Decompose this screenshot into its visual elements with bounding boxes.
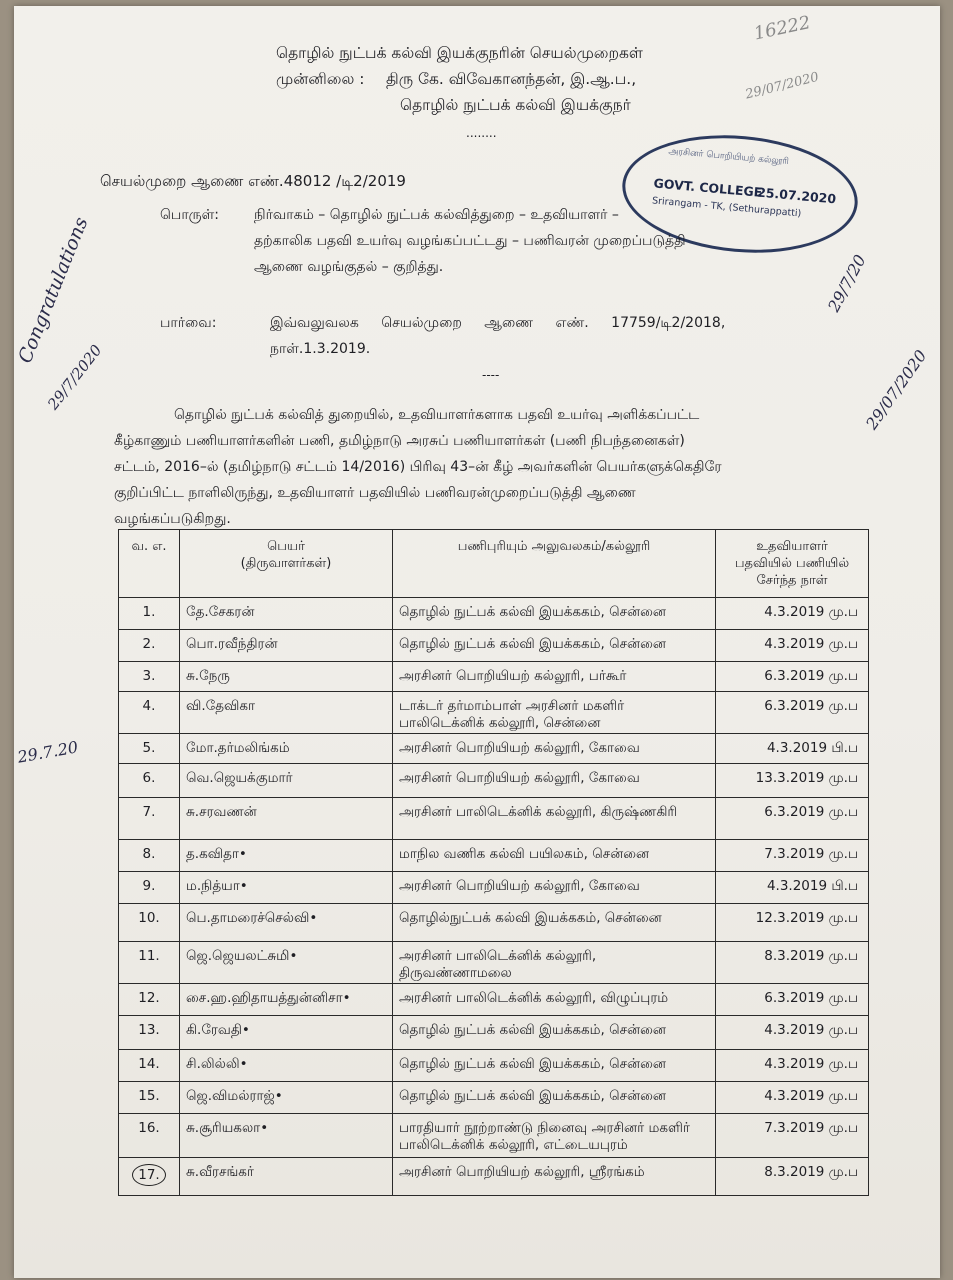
table-row: [119, 1050, 869, 1082]
paragraph-line1: தொழில் நுட்பக் கல்வித் துறையில், உதவியாளர்களாக பதவி உயர்வு அளிக்கப்பட்ட: [174, 407, 700, 423]
pencil-note-top2: 29/07/2020: [744, 69, 821, 103]
paragraph-line2: கீழ்காணும் பணியாளர்களின் பணி, தமிழ்நாடு அரசுப் பணியாளர்கள் (பணி நிபந்தனைகள்): [114, 433, 685, 449]
table-row: [119, 984, 869, 1016]
row-name: சு.சரவணன்: [180, 798, 393, 840]
row-name: ஜெ.ஜெயலட்சுமி•: [180, 942, 393, 984]
row-sno: 2.: [119, 630, 180, 662]
row-name: சு.நேரு: [180, 662, 393, 692]
order-number: செயல்முறை ஆணை எண்.48012 /டி2/2019: [100, 172, 406, 190]
table-row: [119, 630, 869, 662]
row-sno: 11.: [119, 942, 180, 984]
row-name: வெ.ஜெயக்குமார்: [180, 764, 393, 798]
row-join-date: 7.3.2019 மு.ப: [716, 840, 869, 872]
row-name: சு.வீரசங்கர்: [180, 1158, 393, 1196]
row-join-date: 4.3.2019 மு.ப: [716, 1082, 869, 1114]
reference-label: பார்வை:: [160, 315, 217, 331]
stamp-arc-text: அரசினர் பொறியியற் கல்லூரி: [667, 146, 790, 168]
handwritten-date-left: 29.7.20: [16, 737, 80, 767]
table-row: [119, 904, 869, 942]
row-office: தொழில் நுட்பக் கல்வி இயக்ககம், சென்னை: [393, 630, 716, 662]
row-sno: [119, 1158, 180, 1196]
row-sno: 5.: [119, 734, 180, 764]
row-office: அரசினர் பொறியியற் கல்லூரி, பர்கூர்: [393, 662, 716, 692]
row-sno: 10.: [119, 904, 180, 942]
row-office: தொழில்நுட்பக் கல்வி இயக்ககம், சென்னை: [393, 904, 716, 942]
row-office: அரசினர் பொறியியற் கல்லூரி, ஸ்ரீரங்கம்: [393, 1158, 716, 1196]
paragraph-line3: சட்டம், 2016–ல் (தமிழ்நாடு சட்டம் 14/2016) பிரிவு 43–ன் கீழ் அவர்களின் பெயர்களுக்கெதிரே: [114, 459, 722, 475]
row-office: அரசினர் பொறியியற் கல்லூரி, கோவை: [393, 734, 716, 764]
row-sno: 12.: [119, 984, 180, 1016]
row-name: ம.நித்யா•: [180, 872, 393, 904]
table-row: [119, 1158, 869, 1196]
row-sno: 14.: [119, 1050, 180, 1082]
paragraph-line5: வழங்கப்படுகிறது.: [114, 511, 231, 527]
row-office: அரசினர் பாலிடெக்னிக் கல்லூரி, திருவண்ணாமலை: [393, 942, 716, 984]
header-name: பெயர் (திருவாளர்கள்): [180, 530, 393, 598]
row-sno: 7.: [119, 798, 180, 840]
row-office: டாக்டர் தர்மாம்பாள் அரசினர் மகளிர் பாலிடெக்னிக் கல்லூரி, சென்னை: [393, 692, 716, 734]
table-row: [119, 840, 869, 872]
row-join-date: 6.3.2019 மு.ப: [716, 984, 869, 1016]
row-join-date: 7.3.2019 மு.ப: [716, 1114, 869, 1158]
row-join-date: 12.3.2019 மு.ப: [716, 904, 869, 942]
table-row: [119, 1016, 869, 1050]
row-join-date: 4.3.2019 மு.ப: [716, 630, 869, 662]
row-join-date: 13.3.2019 மு.ப: [716, 764, 869, 798]
table-header-row: [119, 530, 869, 598]
row-office: பாரதியார் நூற்றாண்டு நினைவு அரசினர் மகளிர் பாலிடெக்னிக் கல்லூரி, எட்டையபுரம்: [393, 1114, 716, 1158]
row-name: சி.லில்லி•: [180, 1050, 393, 1082]
reference-divider: ----: [482, 368, 500, 382]
reference-line2: நாள்.1.3.2019.: [270, 341, 371, 357]
table-row: [119, 734, 869, 764]
row-name: சு.சூரியகலா•: [180, 1114, 393, 1158]
subject-label: பொருள்:: [160, 207, 219, 223]
row-name: த.கவிதா•: [180, 840, 393, 872]
row-sno: 1.: [119, 598, 180, 630]
handwritten-congratulations: Congratulations: [14, 214, 93, 367]
row-name: ஜெ.விமல்ராஜ்•: [180, 1082, 393, 1114]
row-join-date: 8.3.2019 மு.ப: [716, 1158, 869, 1196]
row-office: அரசினர் பாலிடெக்னிக் கல்லூரி, விழுப்புரம்: [393, 984, 716, 1016]
stamp-date: 25.07.2020: [756, 184, 837, 207]
row-sno: 8.: [119, 840, 180, 872]
header-sno: வ. எ.: [119, 530, 180, 598]
header-divider: ........: [466, 126, 497, 140]
row-name: வி.தேவிகா: [180, 692, 393, 734]
row-office: அரசினர் பொறியியற் கல்லூரி, கோவை: [393, 764, 716, 798]
pencil-note-top: 16222: [752, 12, 813, 45]
subject-line3: ஆணை வழங்குதல் – குறித்து.: [254, 259, 444, 275]
table-row: [119, 872, 869, 904]
table-row: [119, 692, 869, 734]
header-line2: திரு கே. விவேகானந்தன், இ.ஆ.ப.,: [386, 70, 637, 88]
row-office: அரசினர் பொறியியற் கல்லூரி, கோவை: [393, 872, 716, 904]
table-row: [119, 662, 869, 692]
row-join-date: 6.3.2019 மு.ப: [716, 692, 869, 734]
row-sno: 4.: [119, 692, 180, 734]
row-join-date: 4.3.2019 பி.ப: [716, 734, 869, 764]
row-office: தொழில் நுட்பக் கல்வி இயக்ககம், சென்னை: [393, 1016, 716, 1050]
row-join-date: 4.3.2019 மு.ப: [716, 1016, 869, 1050]
table-row: [119, 1082, 869, 1114]
row-name: பெ.தாமரைச்செல்வி•: [180, 904, 393, 942]
row-name: சை.ஹ.ஹிதாயத்துன்னிசா•: [180, 984, 393, 1016]
row-office: தொழில் நுட்பக் கல்வி இயக்ககம், சென்னை: [393, 598, 716, 630]
table-row: [119, 598, 869, 630]
header-join-date: உதவியாளர் பதவியில் பணியில் சேர்ந்த நாள்: [716, 530, 869, 598]
row-office: மாநில வணிக கல்வி பயிலகம், சென்னை: [393, 840, 716, 872]
promotion-table: [118, 529, 869, 1196]
table-row: [119, 1114, 869, 1158]
row-office: தொழில் நுட்பக் கல்வி இயக்ககம், சென்னை: [393, 1082, 716, 1114]
header-office: பணிபுரியும் அலுவலகம்/கல்லூரி: [393, 530, 716, 598]
subject-line2: தற்காலிக பதவி உயர்வு வழங்கப்பட்டது – பணிவரன் முறைப்படுத்தி: [254, 233, 686, 249]
handwritten-date-right2: 29/07/2020: [862, 346, 931, 433]
table-row: [119, 764, 869, 798]
row-name: மோ.தர்மலிங்கம்: [180, 734, 393, 764]
row-sno: 13.: [119, 1016, 180, 1050]
row-join-date: 6.3.2019 மு.ப: [716, 798, 869, 840]
header-line1: தொழில் நுட்பக் கல்வி இயக்குநரின் செயல்முறைகள்: [276, 44, 643, 62]
handwritten-date-right1: 29/7/20: [824, 251, 870, 315]
row-name: கி.ரேவதி•: [180, 1016, 393, 1050]
row-sno: 16.: [119, 1114, 180, 1158]
row-sno: 6.: [119, 764, 180, 798]
row-join-date: 4.3.2019 மு.ப: [716, 1050, 869, 1082]
row-sno: 9.: [119, 872, 180, 904]
header-prefix: முன்னிலை :: [276, 70, 365, 88]
stamp-title: GOVT. COLLEGE: [652, 175, 763, 200]
paragraph-line4: குறிப்பிட்ட நாளிலிருந்து, உதவியாளர் பதவியில் பணிவரன்முறைப்படுத்தி ஆணை: [114, 485, 636, 501]
row-join-date: 8.3.2019 மு.ப: [716, 942, 869, 984]
row-join-date: 4.3.2019 பி.ப: [716, 872, 869, 904]
header-line3: தொழில் நுட்பக் கல்வி இயக்குநர்: [400, 96, 631, 114]
row-office: அரசினர் பாலிடெக்னிக் கல்லூரி, கிருஷ்ணகிரி: [393, 798, 716, 840]
row-join-date: 6.3.2019 மு.ப: [716, 662, 869, 692]
row-name: பொ.ரவீந்திரன்: [180, 630, 393, 662]
row-office: தொழில் நுட்பக் கல்வி இயக்ககம், சென்னை: [393, 1050, 716, 1082]
row-sno: 3.: [119, 662, 180, 692]
reference-line1: இவ்வலுவலக செயல்முறை ஆணை எண். 17759/டி2/2018,: [270, 315, 726, 331]
row-sno: 15.: [119, 1082, 180, 1114]
row-name: தே.சேகரன்: [180, 598, 393, 630]
document-page: [14, 6, 940, 1278]
handwritten-date-left-top: 29/7/2020: [44, 341, 106, 414]
subject-line1: நிர்வாகம் – தொழில் நுட்பக் கல்வித்துறை – உதவியாளர் –: [254, 207, 619, 223]
table-row: [119, 942, 869, 984]
stamp-place: Srirangam - TK, (Sethurappatti): [651, 195, 802, 220]
table-row: [119, 798, 869, 840]
row-join-date: 4.3.2019 மு.ப: [716, 598, 869, 630]
circled-sno: 17.: [132, 1164, 165, 1186]
